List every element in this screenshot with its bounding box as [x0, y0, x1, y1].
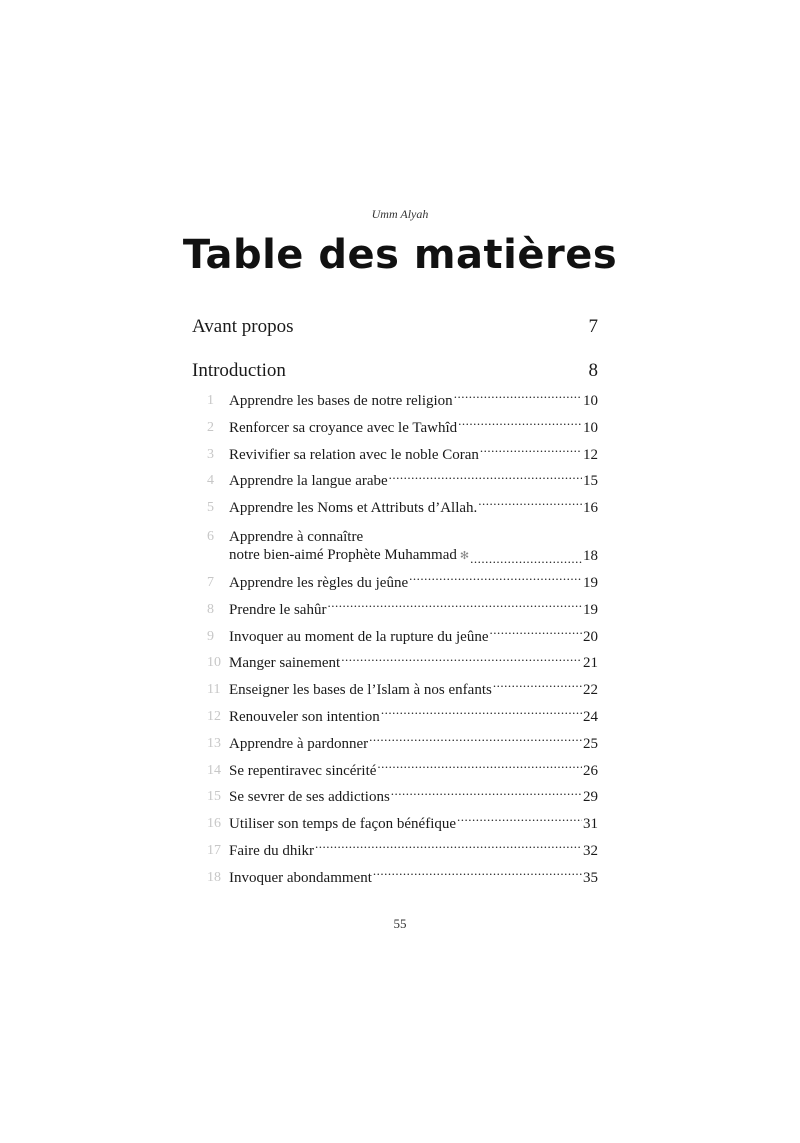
- toc-entry-label: Enseigner les bases de l’Islam à nos enfants: [229, 682, 492, 699]
- toc-entry-number: 12: [207, 708, 221, 724]
- toc-entry[interactable]: [207, 468, 598, 495]
- author-name: Umm Alyah: [371, 207, 429, 221]
- toc-entry-label: Se repentiravec sincérité: [229, 762, 377, 779]
- toc-entry[interactable]: [207, 731, 598, 758]
- toc-entry-line: [229, 415, 598, 442]
- dot-leader: [381, 706, 582, 721]
- toc-entry-number: 15: [207, 789, 221, 805]
- toc-entry-page: 12: [583, 446, 598, 463]
- toc-entry-number: 4: [207, 473, 214, 489]
- toc-entry[interactable]: [207, 650, 598, 677]
- toc-entry[interactable]: [207, 677, 598, 704]
- toc-entry-label: Faire du dhikr: [229, 842, 314, 859]
- toc-entry-page: 16: [583, 500, 598, 517]
- toc-entry-line: [229, 388, 598, 415]
- toc-main-entry-page: 8: [588, 360, 598, 381]
- toc-entry-label-block: [229, 528, 469, 565]
- toc-entry-label: Apprendre à pardonner: [229, 735, 369, 752]
- dot-leader: [341, 652, 582, 667]
- toc-entry-number: 18: [207, 869, 221, 885]
- toc-entry-number: 3: [207, 446, 214, 462]
- dot-leader: [373, 867, 582, 882]
- toc-entry[interactable]: [207, 388, 598, 415]
- toc-entry-line: [229, 495, 598, 522]
- toc-entry-number: 11: [207, 682, 221, 698]
- toc-main-entry-page: 7: [588, 316, 598, 337]
- toc-entry-line: [229, 784, 598, 811]
- dot-leader: [454, 390, 582, 405]
- toc-entry-number: 6: [207, 528, 214, 544]
- toc-entry-page: 24: [583, 708, 598, 725]
- toc-entry-line: [229, 442, 598, 469]
- dot-leader: [391, 786, 582, 801]
- toc-entry-number: 16: [207, 816, 221, 832]
- toc-entry-line: [229, 838, 598, 865]
- toc-entry-page: 19: [583, 601, 598, 618]
- toc-list: [207, 388, 598, 892]
- toc-entry[interactable]: [207, 865, 598, 892]
- toc-entry-line: [229, 468, 598, 495]
- toc-entry-page: 20: [583, 628, 598, 645]
- dot-leader: [315, 840, 582, 855]
- dot-leader: [409, 572, 582, 587]
- toc-entry-label: Se sevrer de ses addictions: [229, 789, 390, 806]
- toc-entry-number: 7: [207, 574, 214, 590]
- toc-entry-page: 29: [583, 789, 598, 806]
- toc-entry-line: [229, 570, 598, 597]
- toc-entry-page: 21: [583, 655, 598, 672]
- toc-entry-line: [229, 624, 598, 651]
- toc-entry-page: 10: [583, 419, 598, 436]
- toc-entry-line: [229, 677, 598, 704]
- toc-entry-number: 2: [207, 419, 214, 435]
- toc-entry-page: 22: [583, 682, 598, 699]
- toc-entry[interactable]: [207, 811, 598, 838]
- salutation-glyph-icon: ✻: [459, 549, 470, 562]
- toc-entry[interactable]: [207, 758, 598, 785]
- toc-entry-label-continued: notre bien-aimé Prophète Muhammad: [229, 546, 457, 563]
- toc-entry-line: [229, 865, 598, 892]
- dot-leader: [478, 497, 582, 512]
- dot-leader: [458, 417, 582, 432]
- toc-entry-page: 15: [583, 473, 598, 490]
- toc-entry-number: 9: [207, 628, 214, 644]
- dot-leader: [377, 760, 582, 775]
- toc-entry-label: Apprendre les règles du jeûne: [229, 574, 409, 591]
- toc-entry-label: Invoquer au moment de la rupture du jeûne: [229, 628, 489, 645]
- toc-entry-label: Invoquer abondamment: [229, 869, 372, 886]
- toc-entry[interactable]: [207, 495, 598, 522]
- page-number: 55: [393, 916, 407, 931]
- toc-entry-label: Revivifier sa relation avec le noble Coran: [229, 446, 479, 463]
- toc-entry[interactable]: [207, 704, 598, 731]
- toc-main-entry-label: Introduction: [192, 360, 286, 381]
- toc-entry-number: 1: [207, 393, 214, 408]
- dot-leader: [480, 444, 582, 459]
- toc-entry-label: Manger sainement: [229, 655, 341, 672]
- toc-entry-label: Utiliser son temps de façon bénéfique: [229, 816, 457, 833]
- toc-entry-label: Prendre le sahûr: [229, 601, 327, 618]
- toc-entry-line: [229, 650, 598, 677]
- toc-entry[interactable]: [207, 597, 598, 624]
- page-title: Table des matières: [182, 232, 618, 278]
- toc-entry-number: 10: [207, 655, 221, 671]
- toc-entry-label: Apprendre les Noms et Attributs d’Allah.: [229, 500, 478, 517]
- toc-main-entry-avant-propos[interactable]: [192, 316, 598, 338]
- dot-leader: [493, 679, 582, 694]
- dot-leader: [327, 599, 582, 614]
- toc-entry-label: Renforcer sa croyance avec le Tawhîd: [229, 419, 458, 436]
- toc-entry-page: 25: [583, 735, 598, 752]
- toc-entry-label: Renouveler son intention: [229, 708, 380, 725]
- toc-entry-page: 19: [583, 574, 598, 591]
- toc-entry-label: Apprendre les bases de notre religion: [229, 393, 453, 409]
- dot-leader: [470, 550, 582, 565]
- toc-entry-line: [229, 811, 598, 838]
- toc-entry-page: 18: [583, 547, 598, 564]
- toc-entry[interactable]: [207, 415, 598, 442]
- toc-entry-number: 8: [207, 601, 214, 617]
- toc-entry-page: 26: [583, 762, 598, 779]
- dot-leader: [457, 813, 582, 828]
- toc-entry-number: 13: [207, 735, 221, 751]
- toc-entry-number: 17: [207, 842, 221, 858]
- toc-entry-number: 5: [207, 500, 214, 516]
- toc-entry-number: 14: [207, 762, 221, 778]
- toc-entry-page: 35: [583, 869, 598, 886]
- toc-entry-label: Apprendre à connaître: [229, 528, 364, 545]
- toc-entry[interactable]: [207, 624, 598, 651]
- toc-entry-page: 10: [583, 393, 598, 409]
- toc-entry-line: [229, 597, 598, 624]
- dot-leader: [490, 626, 583, 641]
- dot-leader: [369, 733, 582, 748]
- toc-entry[interactable]: [207, 442, 598, 469]
- toc-entry[interactable]: [207, 784, 598, 811]
- toc-entry-page: 31: [583, 816, 598, 833]
- toc-main-entry-label: Avant propos: [192, 316, 294, 337]
- toc-entry-page: 32: [583, 842, 598, 859]
- toc-entry-line: [229, 758, 598, 785]
- toc-entry-label-line2: [229, 546, 469, 565]
- toc-main-entry-introduction[interactable]: [192, 360, 598, 382]
- toc-entry[interactable]: [207, 522, 598, 570]
- toc-entry-line: [229, 704, 598, 731]
- toc-entry[interactable]: [207, 570, 598, 597]
- toc-entry-line: [229, 731, 598, 758]
- dot-leader: [389, 470, 582, 485]
- toc-entry-line: [229, 528, 598, 565]
- toc-entry[interactable]: [207, 838, 598, 865]
- toc-entry-label: Apprendre la langue arabe: [229, 473, 388, 490]
